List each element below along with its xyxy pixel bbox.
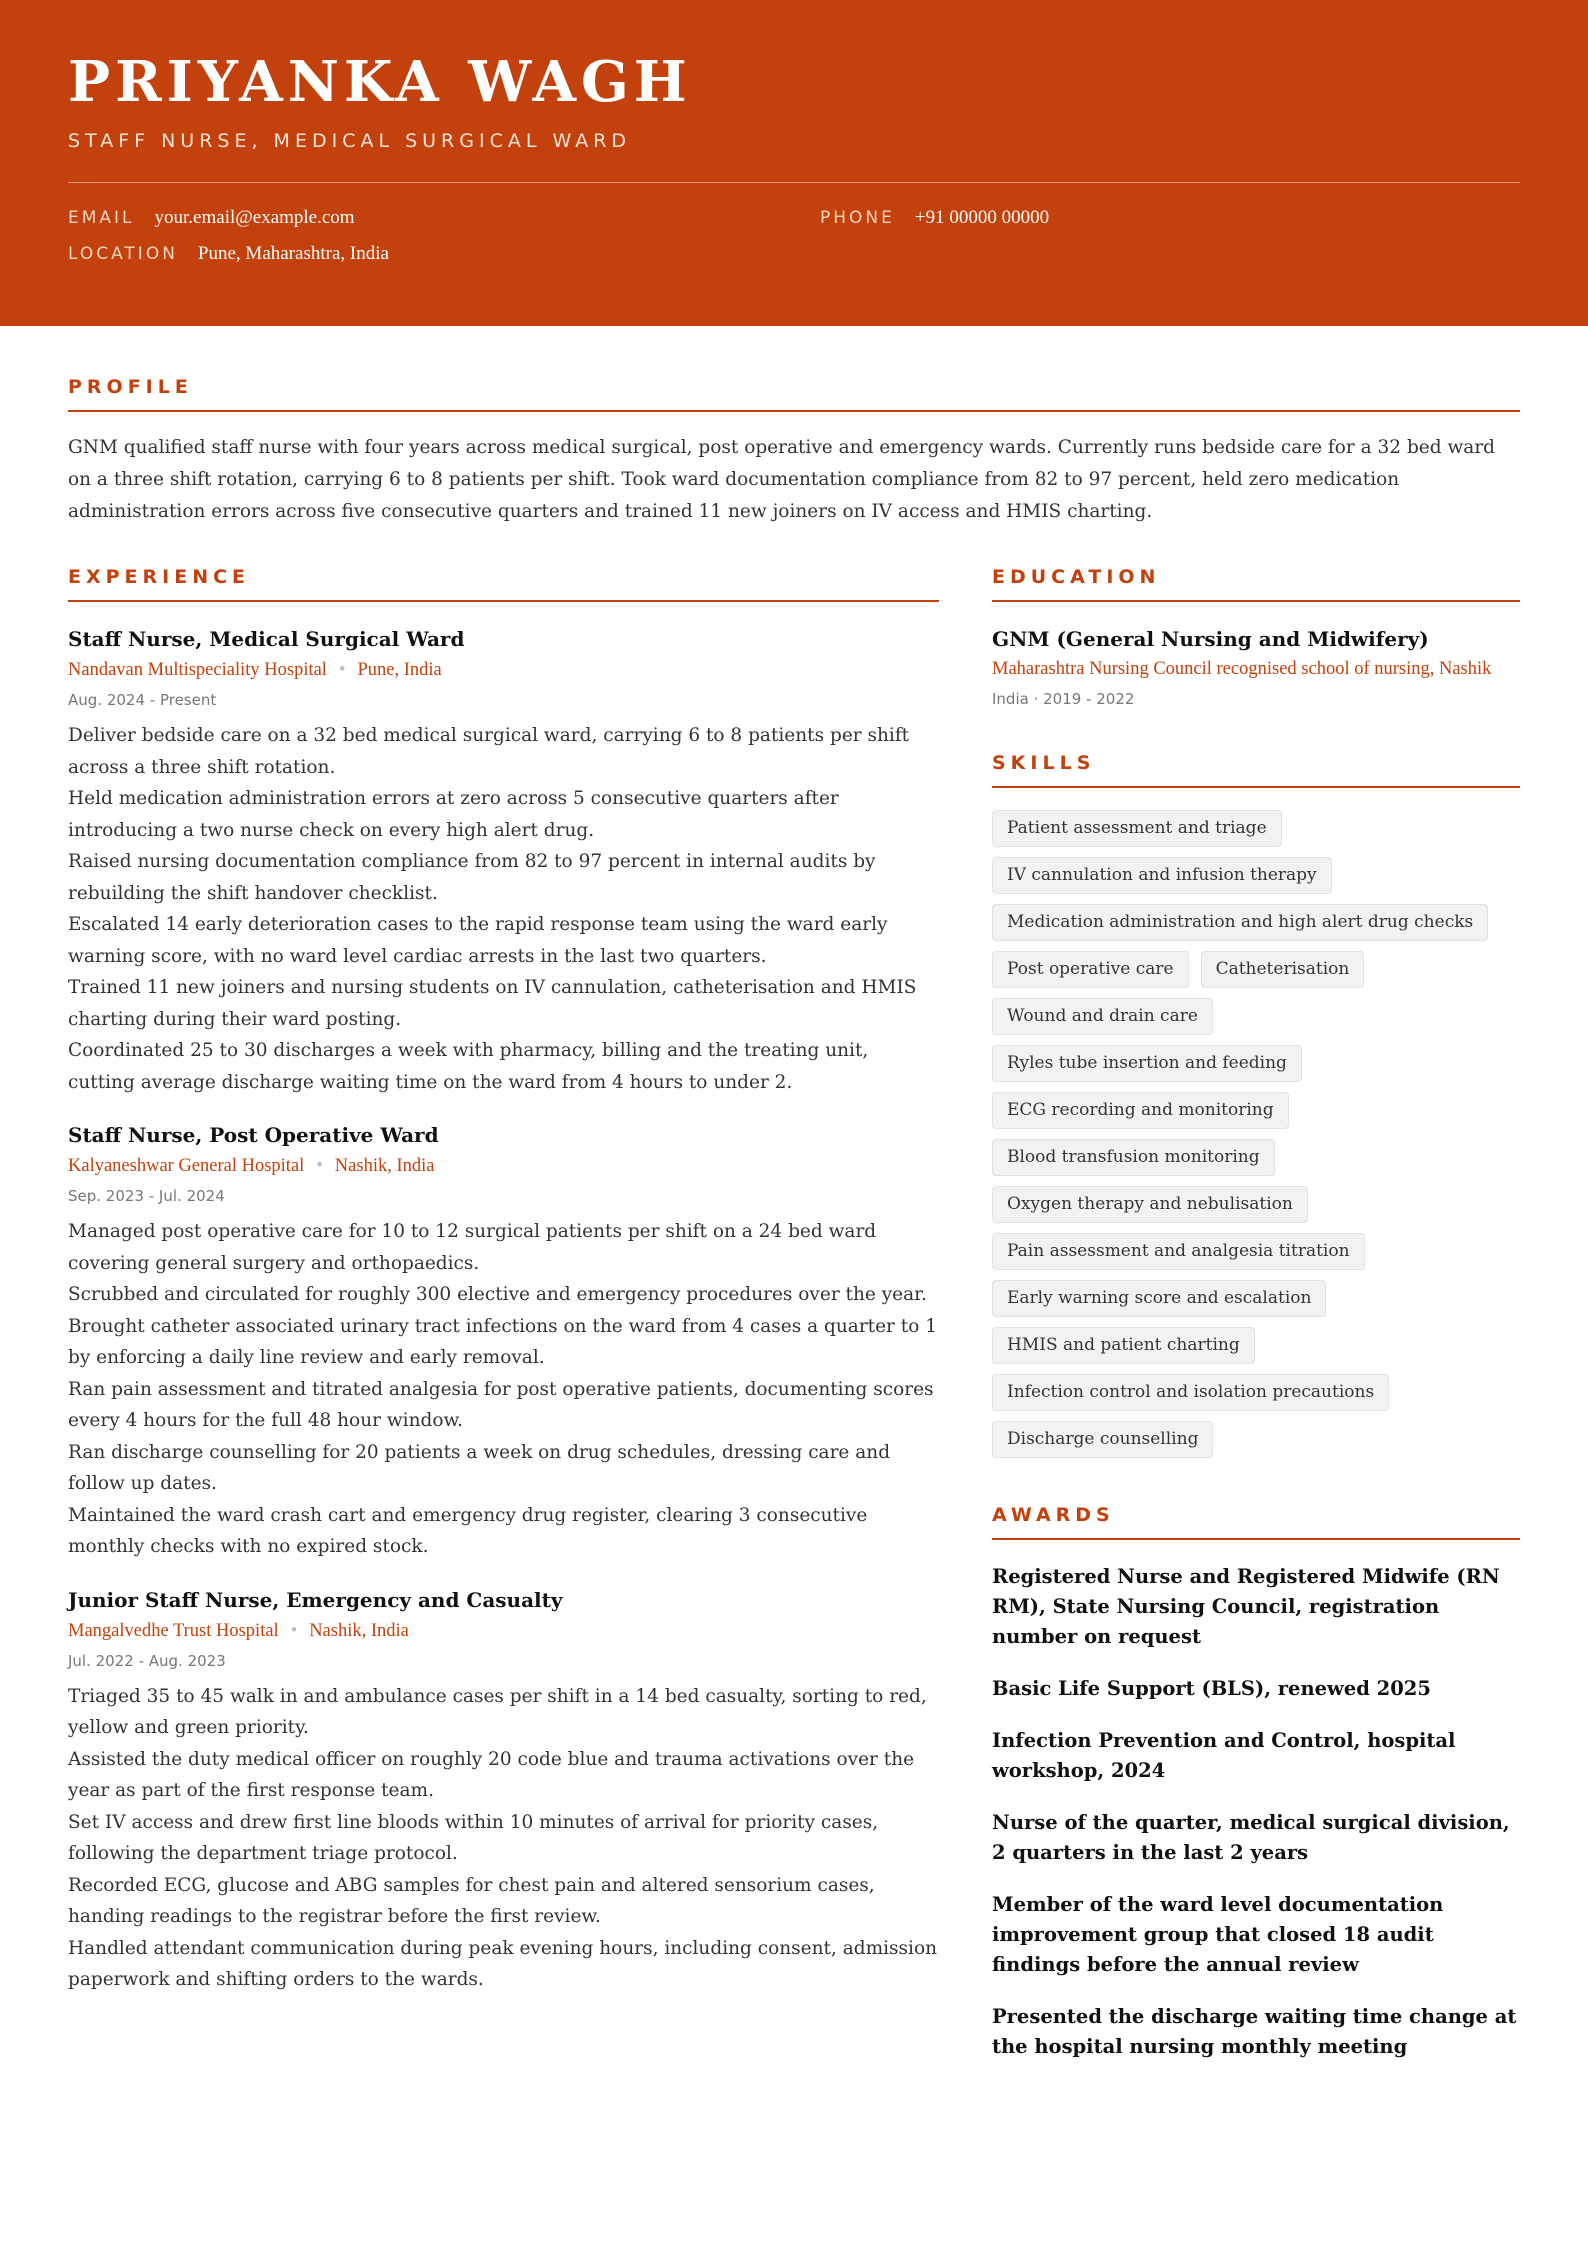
- job-location: Nashik, India: [334, 1156, 435, 1176]
- candidate-name: PRIYANKA WAGH: [68, 49, 692, 115]
- achievement-item: Ran pain assessment and titrated analgesia for post operative patients, documenting scores every 4 hours for the full 48 hour window.: [68, 1378, 934, 1431]
- email-value[interactable]: your.email@example.com: [154, 207, 355, 228]
- job-organization: [68, 654, 939, 686]
- skill-tag: Ryles tube insertion and feeding: [992, 1045, 1302, 1082]
- job-entry: [68, 1585, 939, 1996]
- contact-phone: [820, 207, 1520, 229]
- achievement-item: Escalated 14 early deterioration cases to the rapid response team using the ward early warning score, with no ward level cardiac arrests in the last two quarters.: [68, 914, 888, 967]
- contact-block: [68, 207, 1520, 265]
- award-item: Basic Life Support (BLS), renewed 2025: [992, 1677, 1431, 1700]
- location-label: LOCATION: [68, 244, 178, 264]
- job-organization: [68, 1615, 939, 1647]
- resume-body: [0, 376, 1588, 2062]
- job-achievements: [68, 1681, 939, 1996]
- job-entry: [68, 1120, 939, 1563]
- bullet-separator: •: [338, 660, 346, 680]
- awards-section: [992, 1504, 1520, 2062]
- job-achievements: [68, 720, 939, 1098]
- award-item: Infection Prevention and Control, hospital workshop, 2024: [992, 1729, 1456, 1782]
- achievement-item: Coordinated 25 to 30 discharges a week with pharmacy, billing and the treating unit, cutting average discharge waiting time on the ward from 4 hours to under 2.: [68, 1040, 869, 1093]
- profile-heading: PROFILE: [68, 376, 1520, 412]
- school-name: Maharashtra Nursing Council recognised school of nursing, Nashik: [992, 659, 1492, 679]
- skill-tag: Medication administration and high alert drug checks: [992, 904, 1488, 941]
- degree-title: GNM (General Nursing and Midwifery): [992, 627, 1429, 651]
- achievement-item: Deliver bedside care on a 32 bed medical surgical ward, carrying 6 to 8 patients per shift across a three shift rotation.: [68, 725, 910, 778]
- skill-tag: Blood transfusion monitoring: [992, 1139, 1275, 1176]
- skill-tag: Infection control and isolation precautions: [992, 1374, 1389, 1411]
- job-organization: [68, 1150, 939, 1182]
- job-title: Staff Nurse, Medical Surgical Ward: [68, 627, 465, 651]
- skill-tag: Patient assessment and triage: [992, 810, 1282, 847]
- phone-value[interactable]: +91 00000 00000: [914, 207, 1050, 228]
- achievement-item: Scrubbed and circulated for roughly 300 elective and emergency procedures over the year.: [68, 1284, 927, 1305]
- skills-list: [992, 800, 1520, 1458]
- awards-heading: AWARDS: [992, 1504, 1520, 1540]
- employer-name: Kalyaneshwar General Hospital: [68, 1156, 305, 1176]
- header-divider: [68, 182, 1520, 183]
- bullet-separator: •: [290, 1620, 298, 1641]
- achievement-item: Brought catheter associated urinary tract infections on the ward from 4 cases a quarter to 1 by enforcing a daily line review and early removal.: [68, 1315, 937, 1368]
- experience-heading: EXPERIENCE: [68, 566, 939, 602]
- skill-tag: Wound and drain care: [992, 998, 1213, 1035]
- resume-header: [0, 0, 1588, 326]
- email-label: EMAIL: [68, 208, 135, 228]
- education-meta: India · 2019 - 2022: [992, 690, 1135, 708]
- bullet-separator: •: [316, 1156, 323, 1176]
- achievement-item: Assisted the duty medical officer on roughly 20 code blue and trauma activations over the year as part of the first response team.: [68, 1748, 915, 1801]
- achievement-item: Held medication administration errors at zero across 5 consecutive quarters after introducing a two nurse check on every high alert drug.: [68, 788, 839, 841]
- profile-summary: GNM qualified staff nurse with four years across medical surgical, post operative and emergency wards. Currently runs bedside care for a 32 bed ward on a three shift rotation, carrying 6 to 8 patients per shift. Took ward documentation compliance from 82 to 97 percent, held zero medication administration errors across five consecutive quarters and trained 11 new joiners on IV access and HMIS charting.: [68, 437, 1496, 522]
- job-dates: Aug. 2024 - Present: [68, 691, 217, 709]
- job-location: Nashik, India: [309, 1620, 409, 1641]
- skill-tag: HMIS and patient charting: [992, 1327, 1255, 1364]
- achievement-item: Maintained the ward crash cart and emergency drug register, clearing 3 consecutive monthly checks with no expired stock.: [68, 1504, 868, 1557]
- achievement-item: Managed post operative care for 10 to 12 surgical patients per shift on a 24 bed ward covering general surgery and orthopaedics.: [68, 1221, 877, 1274]
- achievement-item: Set IV access and drew first line bloods within 10 minutes of arrival for priority cases, following the department triage protocol.: [68, 1811, 879, 1864]
- employer-name: Mangalvedhe Trust Hospital: [68, 1620, 279, 1641]
- employer-name: Nandavan Multispeciality Hospital: [68, 660, 327, 680]
- job-title: Junior Staff Nurse, Emergency and Casualty: [68, 1587, 563, 1612]
- skill-tag: IV cannulation and infusion therapy: [992, 857, 1332, 894]
- skill-tag: ECG recording and monitoring: [992, 1092, 1289, 1129]
- location-value: Pune, Maharashtra, India: [197, 243, 389, 264]
- award-item: Nurse of the quarter, medical surgical division, 2 quarters in the last 2 years: [992, 1811, 1510, 1864]
- award-item: Presented the discharge waiting time change at the hospital nursing monthly meeting: [992, 2005, 1517, 2058]
- job-achievements: [68, 1216, 939, 1563]
- phone-label: PHONE: [820, 208, 895, 228]
- experience-section: [68, 566, 939, 2062]
- skill-tag: Post operative care: [992, 951, 1189, 988]
- skill-tag: Early warning score and escalation: [992, 1280, 1326, 1317]
- skill-tag: Catheterisation: [1201, 951, 1365, 988]
- skill-tag: Discharge counselling: [992, 1421, 1213, 1458]
- skill-tag: Oxygen therapy and nebulisation: [992, 1186, 1308, 1223]
- job-location: Pune, India: [357, 660, 442, 680]
- sidebar-column: [992, 566, 1520, 2062]
- achievement-item: Handled attendant communication during peak evening hours, including consent, admission paperwork and shifting orders to the wards.: [68, 1937, 938, 1990]
- education-heading: EDUCATION: [992, 566, 1520, 602]
- achievement-item: Recorded ECG, glucose and ABG samples for chest pain and altered sensorium cases, handing readings to the registrar before the first review.: [68, 1874, 875, 1927]
- candidate-headline: STAFF NURSE, MEDICAL SURGICAL WARD: [68, 130, 632, 152]
- skills-section: [992, 752, 1520, 1458]
- job-entry: [68, 624, 939, 1098]
- profile-section: [68, 376, 1520, 528]
- two-column-layout: [68, 566, 1520, 2062]
- contact-email: [68, 207, 820, 229]
- achievement-item: Triaged 35 to 45 walk in and ambulance cases per shift in a 14 bed casualty, sorting to red, yellow and green priority.: [68, 1685, 927, 1738]
- skills-heading: SKILLS: [992, 752, 1520, 788]
- skill-tag: Pain assessment and analgesia titration: [992, 1233, 1365, 1270]
- achievement-item: Raised nursing documentation compliance from 82 to 97 percent in internal audits by rebuilding the shift handover checklist.: [68, 851, 876, 904]
- award-item: Registered Nurse and Registered Midwife (RN RM), State Nursing Council, registration number on request: [992, 1565, 1500, 1648]
- achievement-item: Ran discharge counselling for 20 patients a week on drug schedules, dressing care and follow up dates.: [68, 1441, 891, 1494]
- education-section: [992, 566, 1520, 714]
- award-item: Member of the ward level documentation improvement group that closed 18 audit findings before the annual review: [992, 1893, 1444, 1976]
- job-title: Staff Nurse, Post Operative Ward: [68, 1123, 439, 1147]
- contact-location: [68, 243, 820, 265]
- job-dates: Jul. 2022 - Aug. 2023: [68, 1651, 226, 1670]
- job-dates: Sep. 2023 - Jul. 2024: [68, 1187, 225, 1205]
- achievement-item: Trained 11 new joiners and nursing students on IV cannulation, catheterisation and HMIS charting during their ward posting.: [68, 977, 917, 1030]
